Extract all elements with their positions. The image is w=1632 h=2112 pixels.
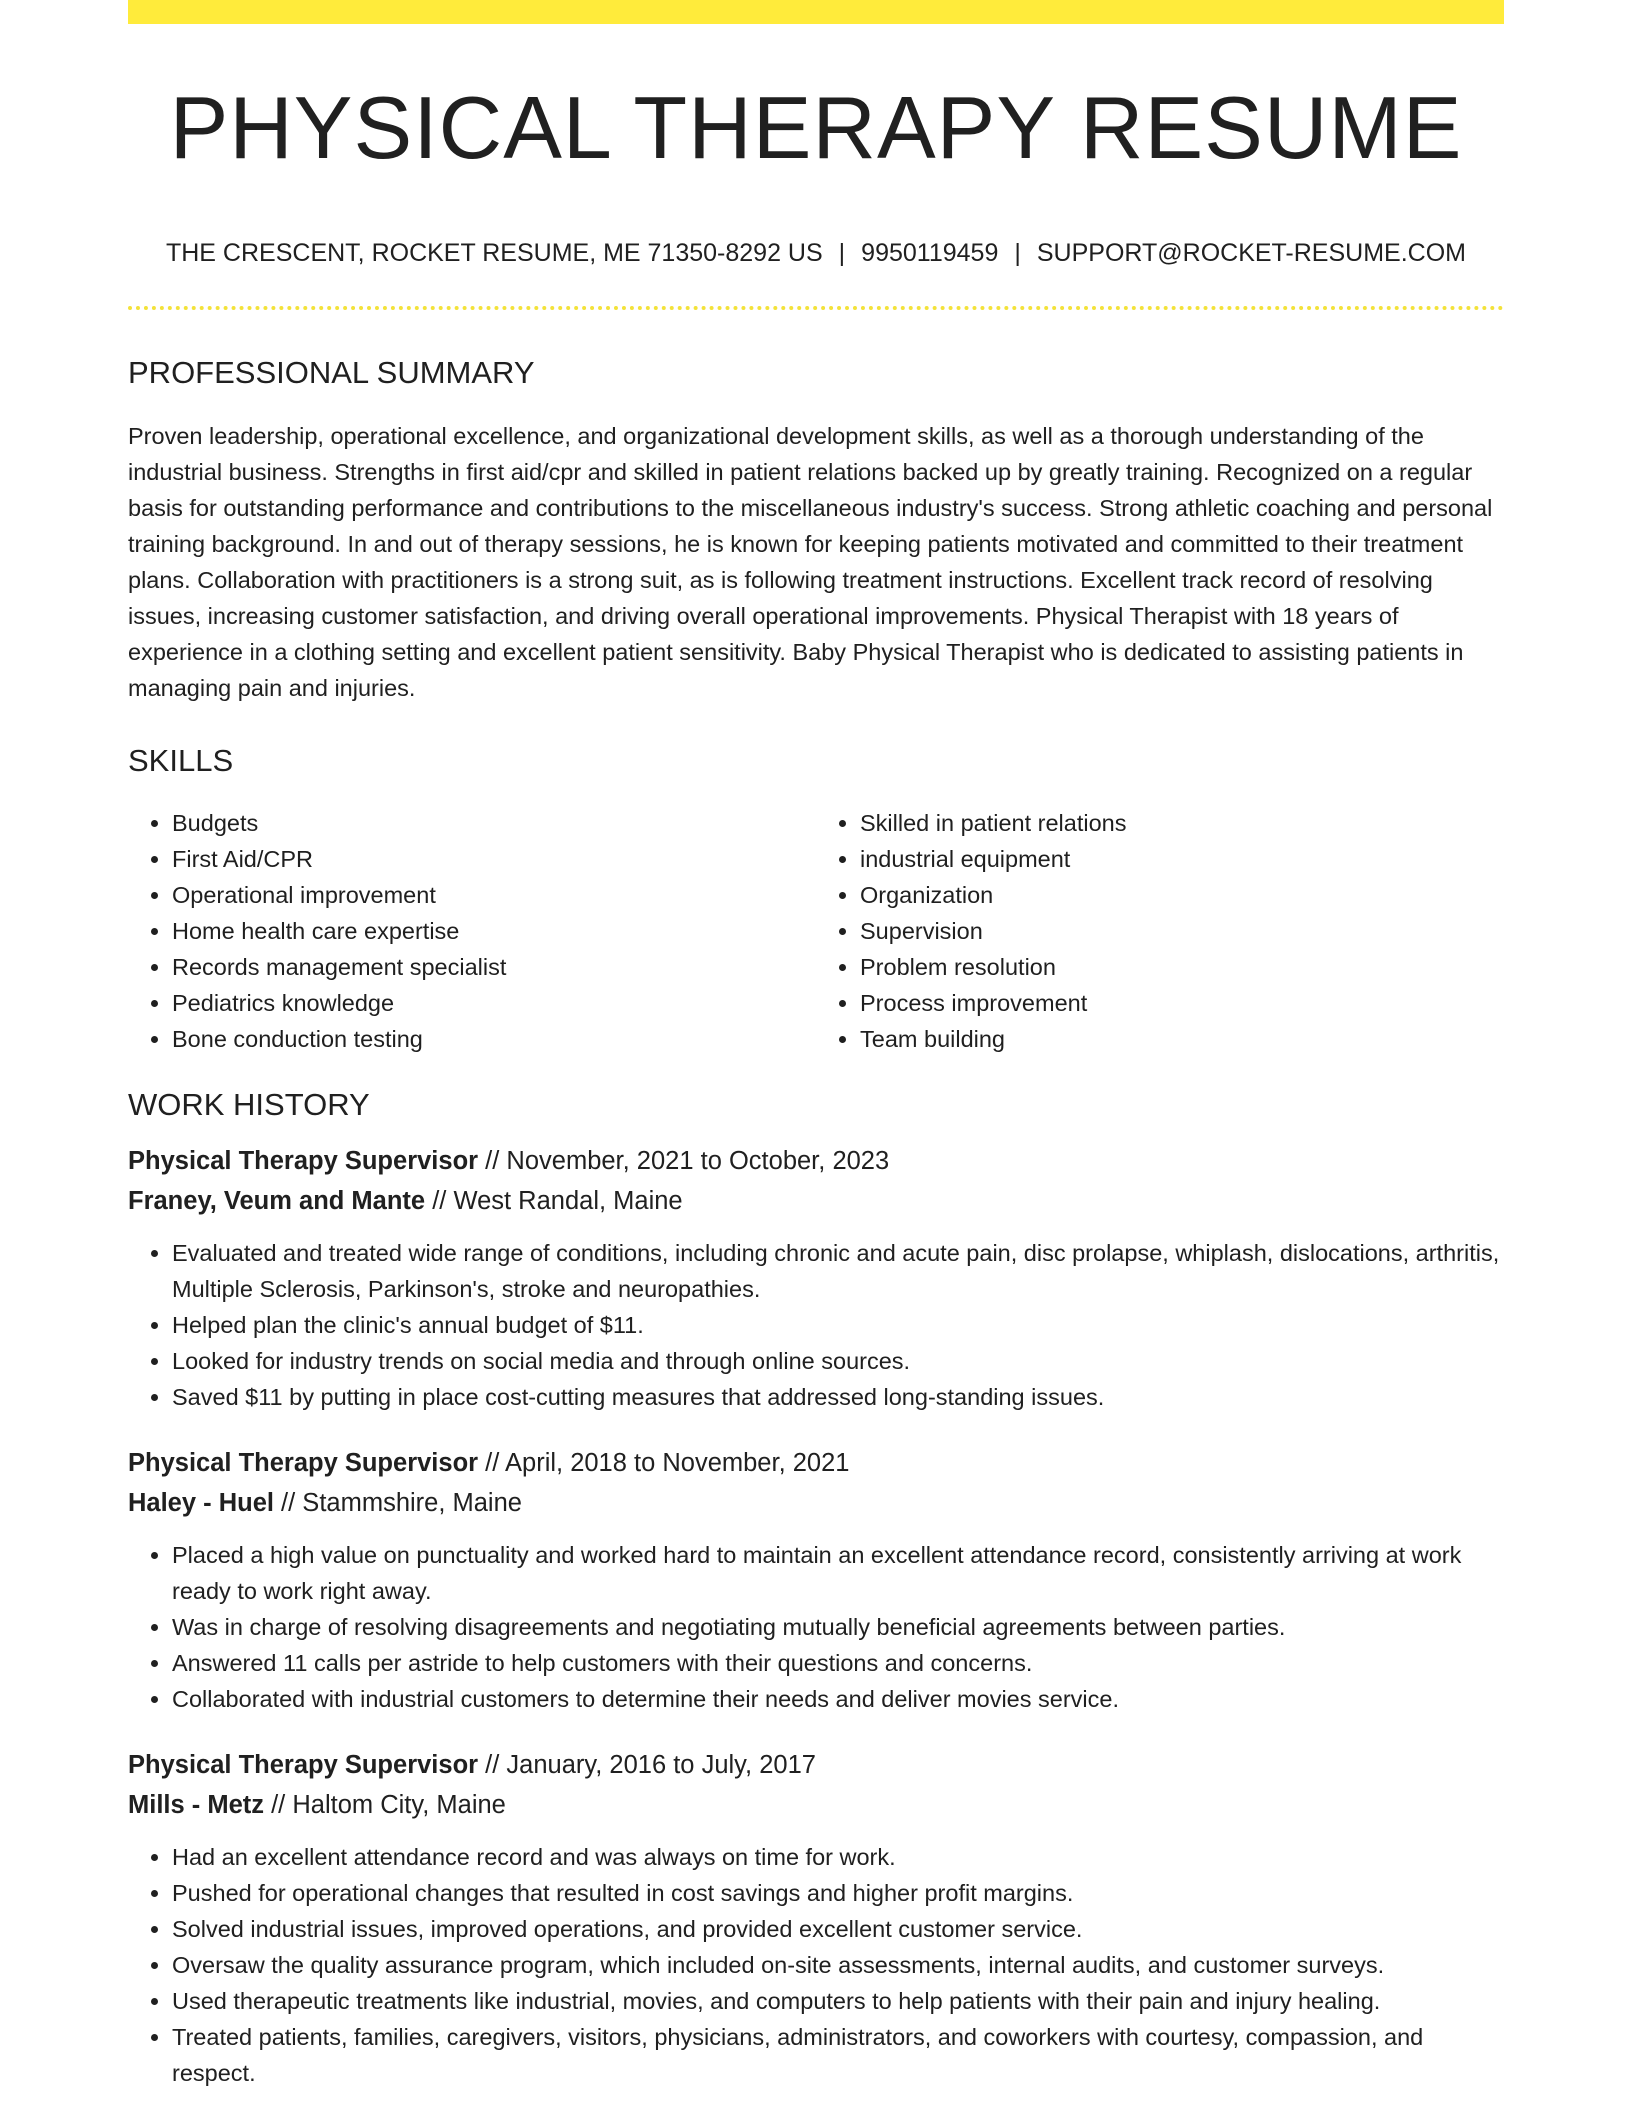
skill-item: • Home health care expertise [172,913,816,949]
skills-right-column [816,805,1504,1057]
job-company-line [128,1483,1504,1523]
skill-item: • Organization [860,877,1504,913]
job-dates: // November, 2021 to October, 2023 [478,1146,890,1175]
job-role: Physical Therapy Supervisor [128,1448,479,1477]
job-company: Franey, Veum and Mante [128,1186,426,1215]
skill-item: • Supervision [860,913,1504,949]
job-role: Physical Therapy Supervisor [128,1146,479,1175]
job-location: // Stammshire, Maine [273,1488,522,1517]
skill-item: • Team building [860,1021,1504,1057]
job-bullet: • Collaborated with industrial customers to determine their needs and deliver movies service. [172,1681,1504,1717]
skill-item: • Bone conduction testing [172,1021,816,1057]
job-role-line [128,1443,1504,1483]
job-company: Haley - Huel [128,1488,274,1517]
job-role-line [128,1141,1504,1181]
skill-item: • Budgets [172,805,816,841]
job-bullet: • Treated patients, families, caregivers, visitors, physicians, administrators, and coworkers with courtesy, compassion, and respect. [172,2019,1504,2091]
job-bullets [128,1839,1504,2091]
job-bullet: • Had an excellent attendance record and was always on time for work. [172,1839,1504,1875]
job-role-line [128,1745,1504,1785]
contact-phone: 9950119459 [861,239,999,268]
job-location: // West Randal, Maine [425,1186,683,1215]
skill-item: • First Aid/CPR [172,841,816,877]
job-bullet: • Used therapeutic treatments like industrial, movies, and computers to help patients with their pain and injury healing. [172,1983,1504,2019]
skill-item: • Records management specialist [172,949,816,985]
job-bullet: • Pushed for operational changes that resulted in cost savings and higher profit margins. [172,1875,1504,1911]
job-bullet: • Answered 11 calls per astride to help customers with their questions and concerns. [172,1645,1504,1681]
contact-line [128,238,1504,268]
job-location: // Haltom City, Maine [264,1790,506,1819]
job-role: Physical Therapy Supervisor [128,1750,479,1779]
job-company: Mills - Metz [128,1790,265,1819]
job-bullet: • Looked for industry trends on social media and through online sources. [172,1343,1504,1379]
resume-title: PHYSICAL THERAPY RESUME [169,78,1463,177]
contact-separator: | [1014,239,1021,268]
job-bullet: • Evaluated and treated wide range of conditions, including chronic and acute pain, disc prolapse, whiplash, dislocations, arthritis, Multiple Sclerosis, Parkinson's, stroke and neuropathies. [172,1235,1504,1307]
job-bullets [128,1235,1504,1415]
skill-item: • Operational improvement [172,877,816,913]
job-bullet: • Helped plan the clinic's annual budget of $11. [172,1307,1504,1343]
top-accent-bar [128,0,1504,24]
contact-address: THE CRESCENT, ROCKET RESUME, ME 71350-8292 US [165,239,823,268]
dotted-divider [128,306,1504,310]
job-bullet: • Was in charge of resolving disagreements and negotiating mutually beneficial agreements between parties. [172,1609,1504,1645]
work-history-heading: WORK HISTORY [128,1086,370,1122]
job-bullet: • Placed a high value on punctuality and worked hard to maintain an excellent attendance record, consistently arriving at work ready to work right away. [172,1537,1504,1609]
contact-separator: | [838,239,846,268]
job-bullet: • Oversaw the quality assurance program, which included on-site assessments, internal audits, and customer surveys. [172,1947,1504,1983]
contact-email: SUPPORT@ROCKET-RESUME.COM [1036,239,1466,268]
skill-item: • industrial equipment [860,841,1504,877]
skills-left-column [128,805,816,1057]
skill-item: • Pediatrics knowledge [172,985,816,1021]
job-entry [128,1141,1504,1415]
job-company-line [128,1181,1504,1221]
job-entry [128,1745,1504,2091]
job-dates: // April, 2018 to November, 2021 [478,1448,850,1477]
job-company-line [128,1785,1504,1825]
job-bullet: • Saved $11 by putting in place cost-cutting measures that addressed long-standing issues. [172,1379,1504,1415]
resume-content [128,24,1504,2091]
job-bullet: • Solved industrial issues, improved operations, and provided excellent customer service. [172,1911,1504,1947]
skill-item: • Process improvement [860,985,1504,1021]
skills-grid [128,805,1504,1057]
skill-item: • Problem resolution [860,949,1504,985]
job-dates: // January, 2016 to July, 2017 [478,1750,816,1779]
summary-text: Proven leadership, operational excellence, and organizational development skills, as well as a thorough understanding of the industrial business. Strengths in first aid/cpr and skilled in patient relations backed up by greatly training. Recognized on a regular basis for outstanding performance and contributions to the miscellaneous industry's success. Strong athletic coaching and personal training background. In and out of therapy sessions, he is known for keeping patients motivated and committed to their treatment plans. Collaboration with practitioners is a strong suit, as is following treatment instructions. Excellent track record of resolving issues, increasing customer satisfaction, and driving overall operational improvements. Physical Therapist with 18 years of experience in a clothing setting and excellent patient sensitivity. Baby Physical Therapist who is dedicated to assisting patients in managing pain and injuries. [128,422,1493,701]
job-entry [128,1443,1504,1717]
skill-item: • Skilled in patient relations [860,805,1504,841]
job-bullets [128,1537,1504,1717]
summary-heading: PROFESSIONAL SUMMARY [128,355,535,391]
skills-heading: SKILLS [128,742,234,778]
